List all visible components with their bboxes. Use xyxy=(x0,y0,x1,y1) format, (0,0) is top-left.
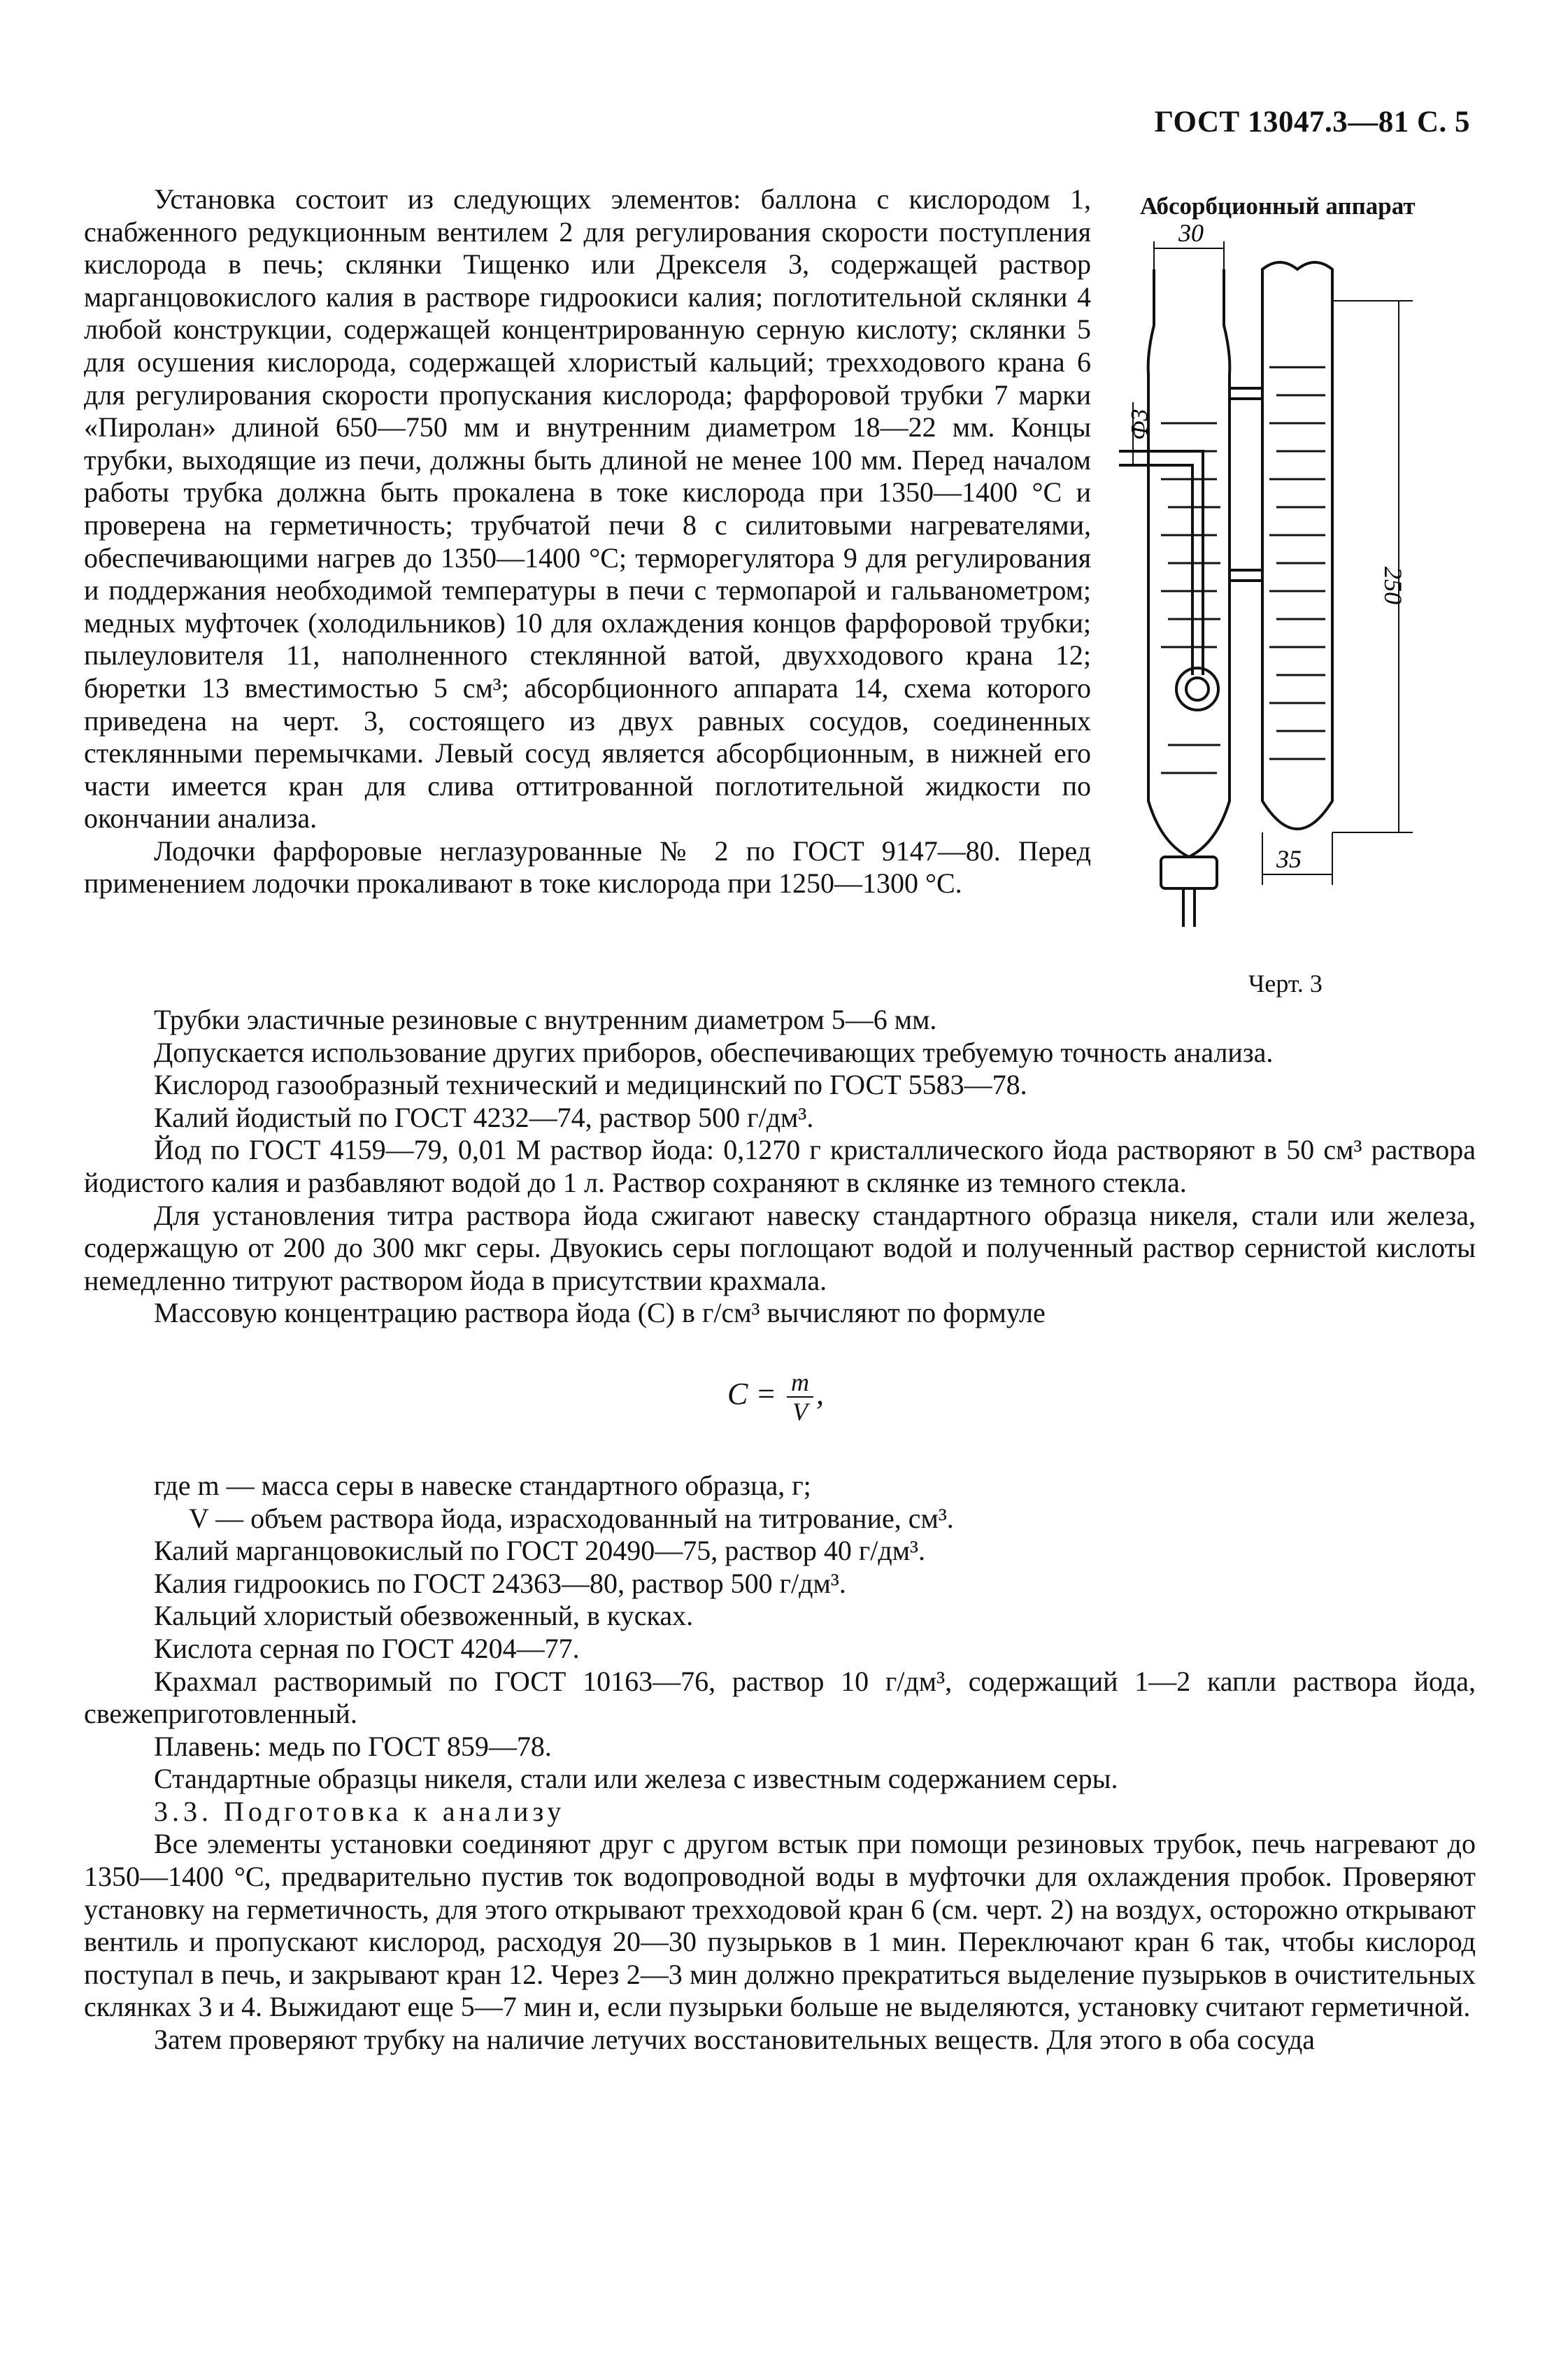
dimension-bottom: 35 xyxy=(1276,845,1302,873)
paragraph: Массовую концентрацию раствора йода (С) в г/см³ вычисляют по формуле xyxy=(154,1297,1046,1329)
absorption-apparatus-drawing xyxy=(1119,219,1469,927)
dimension-diameter: Ф3 xyxy=(1127,409,1153,440)
paragraph: Трубки эластичные резиновые с внутренним диаметром 5—6 мм. xyxy=(154,1004,937,1035)
right-vessel xyxy=(1262,262,1332,829)
paragraph: Кальций хлористый обезвоженный, в кусках. xyxy=(154,1600,694,1632)
paragraph-installation: Установка состоит из следующих элементов: баллона с кислородом 1, снабженного редукционным вентилем 2 для регулирования скорости поступления кислорода в печь; склянки Тищенко или Дрекселя 3, содержащей раствор марганцовокислого калия в растворе гидроокиси калия; поглотительной склянки 4 любой конструкции, содержащей концентрированную серную кислоту; склянки 5 для осушения кислорода, содержащей хлористый кальций; трехходового крана 6 для регулирования скорости пропускания кислорода; фарфоровой трубки 7 марки «Пиролан» длиной 650—750 мм и внутренним диаметром 18—22 мм. Концы трубки, выходящие из печи, должны быть длиной не менее 100 мм. Перед началом работы трубка должна быть прокалена в токе кислорода при 1350—1400 °С и проверена на герметичность; трубчатой печи 8 с силитовыми нагревателями, обеспечивающими нагрев до 1350—1400 °С; терморегулятора 9 для регулирования и поддержания необходимой температуры в печи с термопарой и гальванометром; медных муфточек (холодильников) 10 для охлаждения концов фарфоровой трубки; пылеуловителя 11, наполненного стеклянной ватой, двухходового крана 12; бюретки 13 вместимостью 5 см³; абсорбционного аппарата 14, схема которого приведена на черт. 3, состоящего из двух равных сосудов, соединенных стеклянными перемычками. Левый сосуд является абсорбционным, в нижней его части имеется кран для слива оттитрованной поглотительной жидкости по окончании анализа. xyxy=(84,183,1091,835)
paragraph: Калия гидроокись по ГОСТ 24363—80, раствор 500 г/дм³. xyxy=(154,1567,846,1599)
paragraph: Йод по ГОСТ 4159—79, 0,01 М раствор йода: 0,1270 г кристаллического йода растворяют в 50 см³ раствора йодистого калия и разбавляют водой до 1 л. Раствор сохраняют в склянке из темного стекла. xyxy=(84,1134,1476,1198)
paragraph: Стандартные образцы никеля, стали или железа с известным содержанием серы. xyxy=(154,1763,1118,1795)
intro-text xyxy=(84,183,1091,900)
formula-numerator: m xyxy=(787,1368,813,1398)
figure-caption: Черт. 3 xyxy=(1248,970,1323,998)
paragraph: Кислород газообразный технический и медицинский по ГОСТ 5583—78. xyxy=(154,1069,1027,1101)
formula-where-m: где m — масса серы в навеске стандартного образца, г; xyxy=(154,1469,811,1501)
paragraph: Затем проверяют трубку на наличие летучих восстановительных веществ. Для этого в оба сосуда xyxy=(154,2024,1316,2056)
main-text xyxy=(84,1004,1476,2057)
figure-title: Абсорбционный аппарат xyxy=(1140,192,1416,220)
formula-where-v: V — объем раствора йода, израсходованный на титрование, см³. xyxy=(189,1502,954,1534)
bridge-mid xyxy=(1230,570,1262,581)
paragraph: Для установления титра раствора йода сжигают навеску стандартного образца никеля, стали или железа, содержащую от 200 до 300 мкг серы. Двуокись серы поглощают водой и полученный раствор сернистой кислоты немедленно титруют раствором йода в присутствии крахмала. xyxy=(84,1199,1476,1296)
stopcock xyxy=(1161,857,1217,888)
paragraph: Калий йодистый по ГОСТ 4232—74, раствор 500 г/дм³. xyxy=(154,1101,814,1133)
paragraph: Плавень: медь по ГОСТ 859—78. xyxy=(154,1730,552,1762)
paragraph: Все элементы установки соединяют друг с другом встык при помощи резиновых трубок, печь нагревают до 1350—1400 °С, предварительно пустив ток водопроводной воды в муфточки для охлаждения пробок. Проверяют установку на герметичность, для этого открывают трехходовой кран 6 (см. черт. 2) на воздух, осторожно открывают вентиль и пропускают кислород, расходуя 20—30 пузырьков в 1 мин. Переключают кран 6 так, чтобы кислород поступал в печь, и закрывают кран 12. Через 2—3 мин должно прекратиться выделение пузырьков в очистительных склянках 3 и 4. Выжидают еще 5—7 мин и, если пузырьки больше не выделяются, установку считают герметичной. xyxy=(84,1828,1476,2023)
paragraph-boats: Лодочки фарфоровые неглазурованные № 2 по ГОСТ 9147—80. Перед применением лодочки прокаливают в токе кислорода при 1250—1300 °С. xyxy=(84,835,1091,900)
paragraph: Допускается использование других приборов, обеспечивающих требуемую точность анализа. xyxy=(154,1036,1274,1068)
gas-distributor xyxy=(1176,668,1218,710)
paragraph: Калий марганцовокислый по ГОСТ 20490—75, раствор 40 г/дм³. xyxy=(154,1535,926,1567)
formula-tail: , xyxy=(816,1377,825,1412)
section-heading: 3.3. Подготовка к анализу xyxy=(154,1795,566,1827)
formula xyxy=(84,1330,1476,1470)
dimension-top: 30 xyxy=(1178,219,1204,247)
drain-tube xyxy=(1183,888,1195,927)
dimension-height: 250 xyxy=(1379,567,1407,604)
paragraph: Кислота серная по ГОСТ 4204—77. xyxy=(154,1632,580,1664)
page-header: ГОСТ 13047.3—81 С. 5 xyxy=(1154,106,1470,139)
formula-lhs: C = xyxy=(727,1377,777,1412)
paragraph: Крахмал растворимый по ГОСТ 10163—76, раствор 10 г/дм³, содержащий 1—2 капли раствора йода, свежеприготовленный. xyxy=(84,1665,1476,1730)
formula-denominator: V xyxy=(792,1397,808,1426)
bridge-top xyxy=(1230,388,1262,399)
